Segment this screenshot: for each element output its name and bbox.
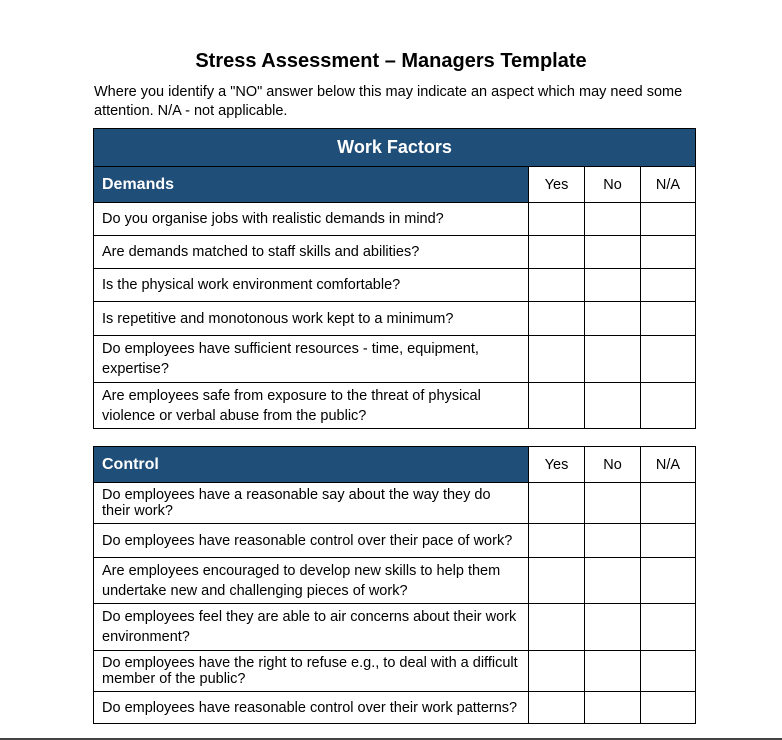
answer-cell-na[interactable] <box>641 692 696 724</box>
col-no: No <box>585 167 641 203</box>
table-row <box>94 651 696 692</box>
answer-cell-yes[interactable] <box>529 483 585 524</box>
col-yes: Yes <box>529 167 585 203</box>
answer-cell-no[interactable] <box>585 269 641 302</box>
question-text: Do employees have reasonable control over their work patterns? <box>94 692 529 724</box>
answer-cell-no[interactable] <box>585 302 641 336</box>
table-row <box>94 524 696 558</box>
answer-cell-na[interactable] <box>641 483 696 524</box>
question-text: Do employees have a reasonable say about the way they do their work? <box>94 483 529 524</box>
answer-cell-yes[interactable] <box>529 651 585 692</box>
answer-cell-yes[interactable] <box>529 236 585 269</box>
col-no: No <box>585 447 641 483</box>
answer-cell-na[interactable] <box>641 269 696 302</box>
question-text: Do employees have reasonable control over their pace of work? <box>94 524 529 558</box>
answer-cell-no[interactable] <box>585 651 641 692</box>
col-yes: Yes <box>529 447 585 483</box>
table-row <box>94 236 696 269</box>
answer-cell-no[interactable] <box>585 692 641 724</box>
col-na: N/A <box>641 447 696 483</box>
table-row <box>94 558 696 604</box>
answer-cell-no[interactable] <box>585 203 641 236</box>
answer-cell-na[interactable] <box>641 302 696 336</box>
question-text: Are employees safe from exposure to the threat of physical violence or verbal abuse from the public? <box>94 383 529 429</box>
demands-heading: Demands <box>94 167 529 203</box>
question-text: Is the physical work environment comfortable? <box>94 269 529 302</box>
table-row <box>94 692 696 724</box>
table-row <box>94 383 696 429</box>
answer-cell-no[interactable] <box>585 383 641 429</box>
question-text: Do employees have the right to refuse e.g., to deal with a difficult member of the public? <box>94 651 529 692</box>
answer-cell-no[interactable] <box>585 236 641 269</box>
control-heading: Control <box>94 447 529 483</box>
answer-cell-yes[interactable] <box>529 524 585 558</box>
answer-cell-yes[interactable] <box>529 336 585 383</box>
answer-cell-na[interactable] <box>641 651 696 692</box>
answer-cell-na[interactable] <box>641 604 696 651</box>
answer-cell-yes[interactable] <box>529 692 585 724</box>
question-text: Are demands matched to staff skills and abilities? <box>94 236 529 269</box>
table-row <box>94 302 696 336</box>
work-factors-banner: Work Factors <box>94 129 696 167</box>
question-text: Do employees have sufficient resources - time, equipment, expertise? <box>94 336 529 383</box>
answer-cell-no[interactable] <box>585 483 641 524</box>
answer-cell-yes[interactable] <box>529 302 585 336</box>
table-row <box>94 269 696 302</box>
table-row <box>94 604 696 651</box>
answer-cell-na[interactable] <box>641 236 696 269</box>
control-table <box>93 446 696 724</box>
answer-cell-na[interactable] <box>641 383 696 429</box>
answer-cell-na[interactable] <box>641 203 696 236</box>
answer-cell-na[interactable] <box>641 558 696 604</box>
question-text: Do employees feel they are able to air concerns about their work environment? <box>94 604 529 651</box>
col-na: N/A <box>641 167 696 203</box>
question-text: Do you organise jobs with realistic demands in mind? <box>94 203 529 236</box>
answer-cell-no[interactable] <box>585 558 641 604</box>
question-text: Are employees encouraged to develop new skills to help them undertake new and challenging pieces of work? <box>94 558 529 604</box>
answer-cell-yes[interactable] <box>529 203 585 236</box>
page-title: Stress Assessment – Managers Template <box>195 50 587 72</box>
answer-cell-no[interactable] <box>585 524 641 558</box>
intro-text: Where you identify a "NO" answer below this may indicate an aspect which may need some attention. N/A - not applicable. <box>94 84 683 119</box>
answer-cell-na[interactable] <box>641 524 696 558</box>
table-row <box>94 203 696 236</box>
answer-cell-yes[interactable] <box>529 558 585 604</box>
answer-cell-yes[interactable] <box>529 383 585 429</box>
demands-table <box>93 128 696 429</box>
table-row <box>94 483 696 524</box>
answer-cell-yes[interactable] <box>529 269 585 302</box>
answer-cell-no[interactable] <box>585 336 641 383</box>
question-text: Is repetitive and monotonous work kept to a minimum? <box>94 302 529 336</box>
table-row <box>94 336 696 383</box>
answer-cell-yes[interactable] <box>529 604 585 651</box>
answer-cell-no[interactable] <box>585 604 641 651</box>
answer-cell-na[interactable] <box>641 336 696 383</box>
